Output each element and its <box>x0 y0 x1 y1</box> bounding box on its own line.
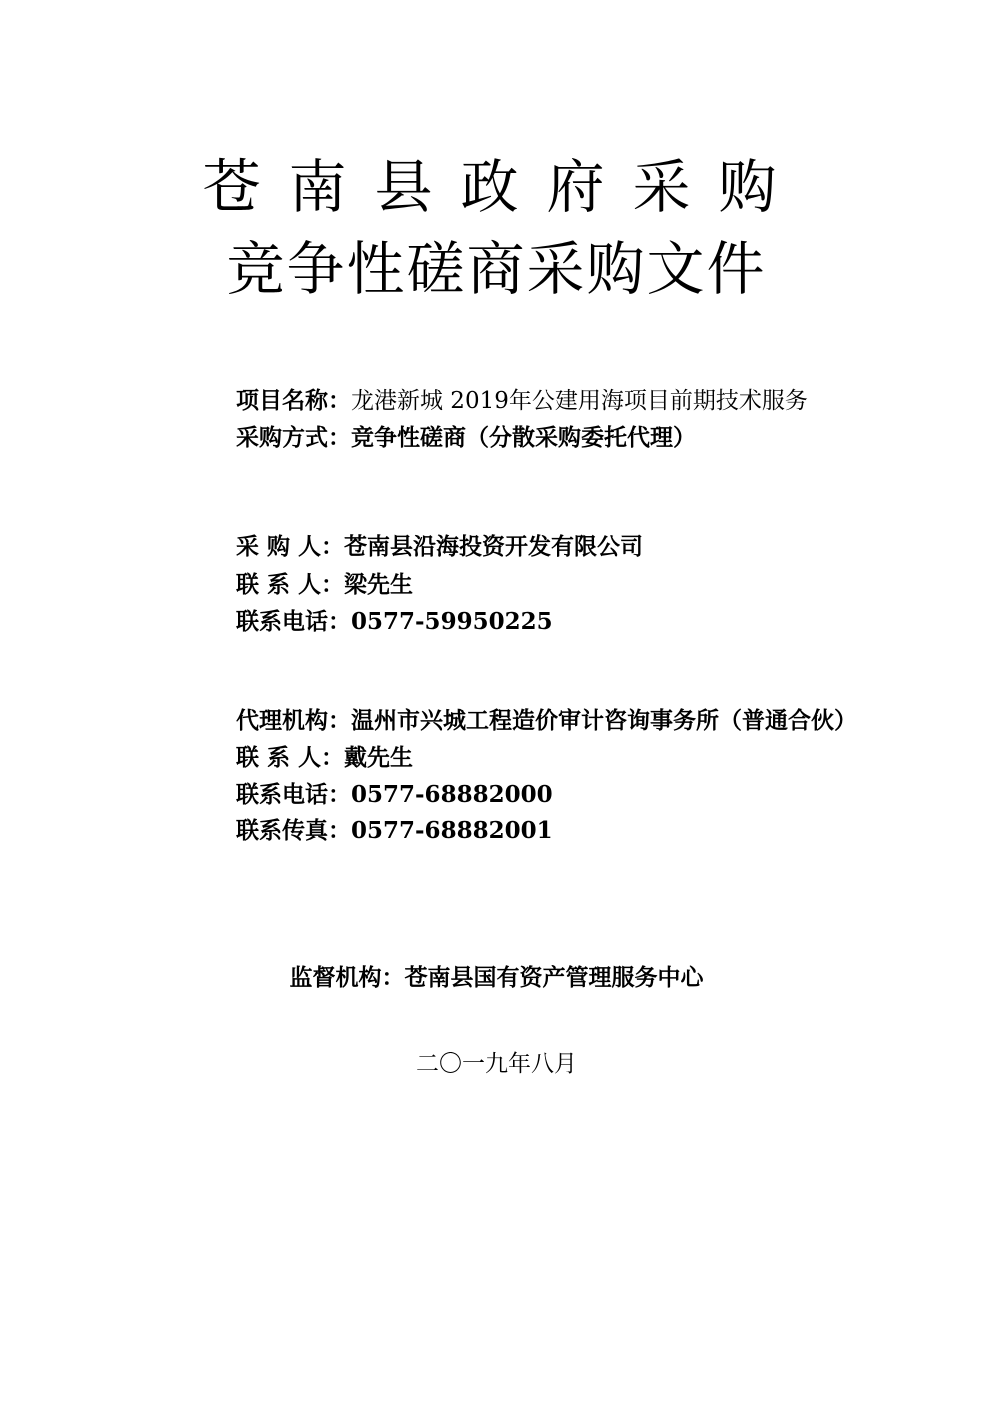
procurement-method-label: 采购方式： <box>236 424 351 451</box>
purchaser-contact-label: 联 系 人： <box>236 571 345 598</box>
agency-phone-label: 联系电话： <box>236 781 351 808</box>
agency-contact-row <box>236 743 413 773</box>
supervision-label: 监督机构： <box>289 964 405 991</box>
purchaser-phone-row <box>236 607 553 637</box>
purchaser-contact-row <box>236 570 413 600</box>
agency-fax-value: 0577-68882001 <box>351 817 553 844</box>
purchaser-phone-value: 0577-59950225 <box>351 608 553 635</box>
agency-contact-value: 戴先生 <box>344 744 414 771</box>
agency-phone-value: 0577-68882000 <box>351 781 553 808</box>
project-name-label: 项目名称： <box>236 387 351 414</box>
purchaser-phone-label: 联系电话： <box>236 608 351 635</box>
supervision-row <box>0 963 993 993</box>
document-title-line-1: 苍南县政府采购 <box>202 153 805 221</box>
agency-fax-label: 联系传真： <box>236 817 351 844</box>
purchaser-value: 苍南县沿海投资开发有限公司 <box>344 533 644 560</box>
agency-contact-label: 联 系 人： <box>236 744 345 771</box>
procurement-method-value: 竞争性磋商（分散采购委托代理） <box>351 424 696 451</box>
agency-row <box>236 706 857 736</box>
purchaser-contact-value: 梁先生 <box>344 571 414 598</box>
supervision-value: 苍南县国有资产管理服务中心 <box>404 964 704 991</box>
agency-value: 温州市兴城工程造价审计咨询事务所（普通合伙） <box>351 707 857 734</box>
purchaser-label: 采 购 人： <box>236 533 345 560</box>
document-date: 二〇一九年八月 <box>416 1051 577 1077</box>
purchaser-row <box>236 532 643 562</box>
project-name-row <box>236 386 808 416</box>
agency-label: 代理机构： <box>236 707 351 734</box>
agency-fax-row <box>236 816 553 846</box>
agency-phone-row <box>236 780 553 810</box>
document-title-line-2: 竞争性磋商采购文件 <box>226 235 767 303</box>
project-name-value: 龙港新城 2019年公建用海项目前期技术服务 <box>351 388 808 414</box>
procurement-method-row <box>236 423 696 453</box>
